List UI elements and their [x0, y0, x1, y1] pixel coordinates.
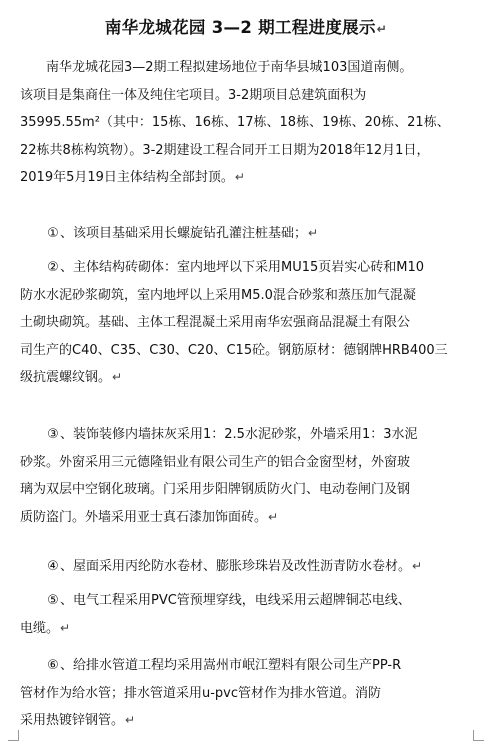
item-text: 、主体结构砖砌体：室内地坪以下采用MU15页岩实心砖和M10 [60, 260, 425, 275]
item-line: 璃为双层中空钢化玻璃。门采用步阳牌钢质防火门、电动卷闸门及钢 [20, 482, 411, 497]
intro-line: 22栋共8栋构筑物）。3-2期建设工程合同开工日期为2018年12月1日， [20, 142, 430, 158]
item-text: 、电气工程采用PVC管预埋穿线，电线采用云超牌铜芯电线、 [60, 593, 411, 608]
item-line [20, 652, 472, 680]
item-line [20, 364, 472, 392]
title-text: 南华龙城花园 3—2 期工程进度展示 [104, 18, 376, 37]
paragraph-mark: ↵ [268, 509, 279, 524]
paragraph-mark: ↵ [125, 713, 136, 727]
paragraph-mark: ↵ [376, 22, 388, 36]
item-text: 、装饰装修内墙抹灰采用1：2.5水泥砂浆，外墙采用1：3水泥 [60, 427, 418, 442]
item-line [20, 553, 472, 581]
item-number: ② [47, 260, 59, 275]
item-3-paragraph [20, 421, 472, 531]
item-line: 土砌块砌筑。基础、主体工程混凝土采用南华宏强商品混凝土有限公 [20, 315, 411, 330]
item-line: 管材作为给水管；排水管道采用u-pvc管材作为排水管道。消防 [20, 685, 382, 701]
item-2-paragraph [20, 254, 472, 392]
item-line [20, 421, 472, 449]
item-text: 、屋面采用丙纶防水卷材、膨胀珍珠岩及改性沥青防水卷材。 [60, 559, 412, 574]
item-5-paragraph [20, 587, 472, 642]
page-corner-mark [8, 730, 19, 741]
item-line [20, 707, 472, 735]
item-line: 砂浆。外窗采用三元德隆铝业有限公司生产的铝合金窗型材，外窗玻 [20, 454, 411, 470]
item-number: ⑤ [47, 593, 59, 608]
item-text: 采用热镀锌钢管。 [20, 713, 125, 728]
item-number: ⑥ [47, 658, 59, 673]
paragraph-mark: ↵ [112, 370, 123, 384]
item-line [20, 615, 472, 643]
document-title [0, 14, 492, 38]
intro-line-text: 2019年5月19日主体结构全部封顶。 [20, 170, 234, 185]
paragraph-mark: ↵ [412, 559, 423, 573]
item-text: 电缆。 [20, 620, 60, 636]
item-text: 级抗震螺纹钢。 [20, 370, 112, 385]
page-corner-mark [473, 730, 484, 741]
paragraph-mark: ↵ [234, 170, 245, 184]
paragraph-mark: ↵ [60, 620, 71, 635]
item-text: 、该项目基础采用长螺旋钻孔灌注桩基础； [60, 226, 308, 241]
item-line [20, 587, 472, 615]
intro-line: 35995.55m²（其中：15栋、16栋、17栋、18栋、19栋、20栋、21栋、 [20, 115, 450, 130]
item-number: ③ [47, 427, 59, 442]
item-text: 质防盗门。外墙采用亚士真石漆加饰面砖。 [20, 509, 268, 525]
item-number: ① [47, 226, 59, 241]
item-text: 、给排水管道工程均采用嵩州市岷江塑料有限公司生产PP-R [60, 658, 402, 673]
item-6-paragraph [20, 652, 472, 735]
item-line [20, 504, 472, 532]
item-line: 防水水泥砂浆砌筑，室内地坪以上采用M5.0混合砂浆和蒸压加气混凝 [20, 287, 416, 303]
item-line [20, 220, 472, 248]
item-line: 司生产的C40、C35、C30、C20、C15砼。钢筋原材：德钢牌HRB400三 [20, 342, 448, 358]
item-1-paragraph [20, 220, 472, 248]
intro-line [20, 164, 472, 192]
paragraph-mark: ↵ [308, 226, 319, 240]
item-number: ④ [47, 559, 59, 574]
intro-line: 南华龙城花园3—2期工程拟建场地位于南华县城103国道南侧。 [46, 60, 413, 75]
intro-line: 该项目是集商住一体及纯住宅项目。3-2期项目总建筑面积为 [20, 87, 367, 103]
intro-paragraph [20, 54, 472, 192]
item-4-paragraph [20, 553, 472, 581]
item-line [20, 254, 472, 282]
